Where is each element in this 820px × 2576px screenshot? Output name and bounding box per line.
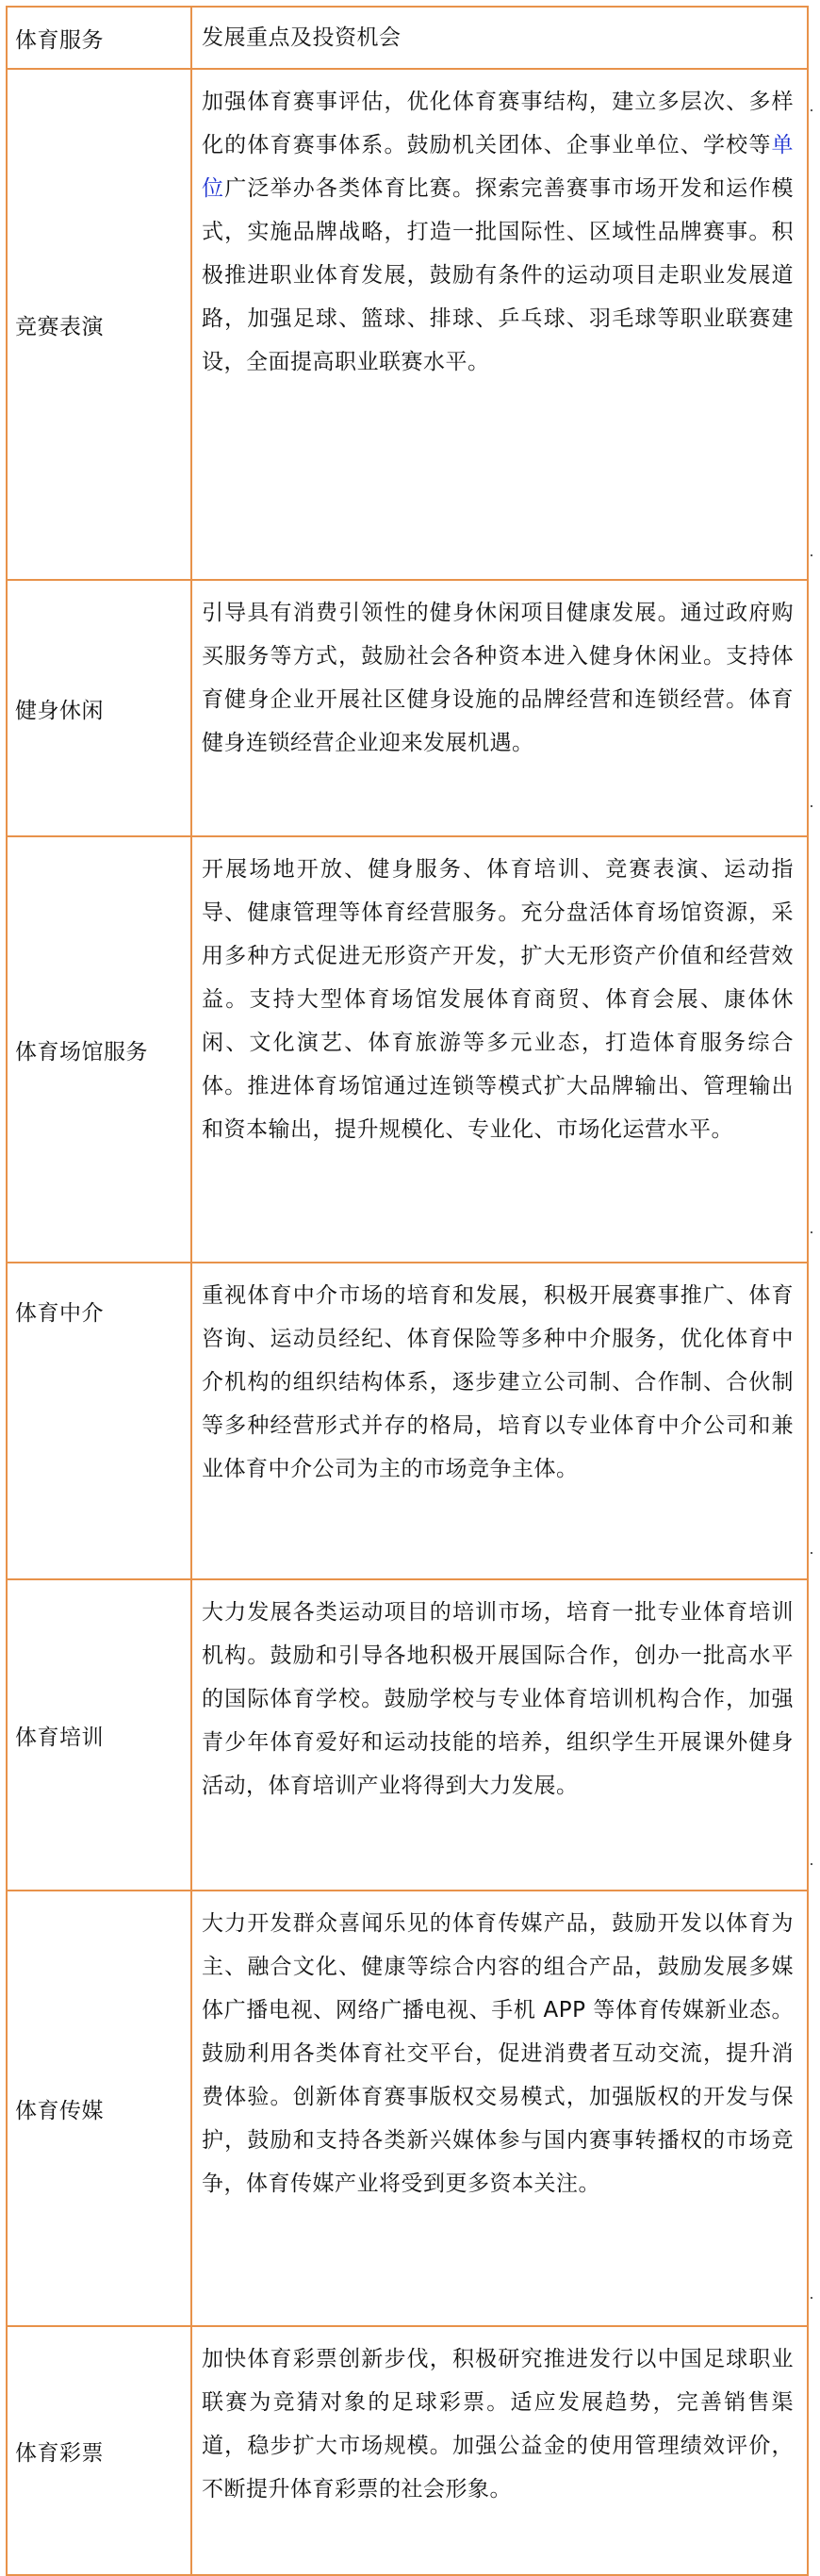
row-category: 体育培训 <box>7 1579 191 1891</box>
row-category: 体育中介 <box>7 1263 191 1579</box>
row-description <box>191 69 808 580</box>
row-description: 加快体育彩票创新步伐，积极研究推进发行以中国足球职业联赛为竞猜对象的足球彩票。适应发展趋势，完善销售渠道，稳步扩大市场规模。加强公益金的使用管理绩效评价，不断提升体育彩票的社会形象。 <box>191 2326 808 2575</box>
row-category: 竞赛表演 <box>7 69 191 580</box>
margin-marker <box>811 1863 812 1865</box>
row-description: 重视体育中介市场的培育和发展，积极开展赛事推广、体育咨询、运动员经纪、体育保险等多种中介服务，优化体育中介机构的组织结构体系，逐步建立公司制、合作制、合伙制等多种经营形式并存的格局，培育以专业体育中介公司和兼业体育中介公司为主的市场竞争主体。 <box>191 1263 808 1579</box>
table-header-row <box>7 7 808 69</box>
row-category: 体育场馆服务 <box>7 836 191 1263</box>
margin-marker <box>811 109 812 111</box>
table-row <box>7 1891 808 2326</box>
row-description: 大力发展各类运动项目的培训市场，培育一批专业体育培训机构。鼓励和引导各地积极开展国际合作，创办一批高水平的国际体育学校。鼓励学校与专业体育培训机构合作，加强青少年体育爱好和运动技能的培养，组织学生开展课外健身活动，体育培训产业将得到大力发展。 <box>191 1579 808 1891</box>
margin-marker <box>811 1552 812 1554</box>
table-row <box>7 580 808 836</box>
margin-marker <box>811 2297 812 2299</box>
header-focus-and-opportunities: 发展重点及投资机会 <box>191 7 808 69</box>
unit-link[interactable]: 单位 <box>202 133 794 201</box>
sports-services-table <box>6 6 809 2576</box>
row-text-part: 广泛举办各类体育比赛。探索完善赛事市场开发和运作模式，实施品牌战略，打造一批国际性、区域性品牌赛事。积极推进职业体育发展，鼓励有条件的运动项目走职业发展道路，加强足球、篮球、排球、乒乓球、羽毛球等职业联赛建设，全面提高职业联赛水平。 <box>202 176 795 374</box>
row-description: 大力开发群众喜闻乐见的体育传媒产品，鼓励开发以体育为主、融合文化、健康等综合内容的组合产品，鼓励发展多媒体广播电视、网络广播电视、手机 APP 等体育传媒新业态。鼓励利用各类体育社交平台，促进消费者互动交流，提升消费体验。创新体育赛事版权交易模式，加强版权的开发与保护，鼓励和支持各类新兴媒体参与国内赛事转播权的市场竞争，体育传媒产业将受到更多资本关注。 <box>191 1891 808 2326</box>
row-description: 引导具有消费引领性的健身休闲项目健康发展。通过政府购买服务等方式，鼓励社会各种资本进入健身休闲业。支持体育健身企业开展社区健身设施的品牌经营和连锁经营。体育健身连锁经营企业迎来发展机遇。 <box>191 580 808 836</box>
row-text-part: 加强体育赛事评估，优化体育赛事结构，建立多层次、多样化的体育赛事体系。鼓励机关团体、企事业单位、学校等 <box>202 90 794 157</box>
table-row <box>7 2326 808 2575</box>
row-category: 体育彩票 <box>7 2326 191 2575</box>
table-row <box>7 1263 808 1579</box>
table-row <box>7 69 808 580</box>
margin-marker <box>811 554 812 556</box>
row-description: 开展场地开放、健身服务、体育培训、竞赛表演、运动指导、健康管理等体育经营服务。充分盘活体育场馆资源，采用多种方式促进无形资产开发，扩大无形资产价值和经营效益。支持大型体育场馆发展体育商贸、体育会展、康体休闲、文化演艺、体育旅游等多元业态，打造体育服务综合体。推进体育场馆通过连锁等模式扩大品牌输出、管理输出和资本输出，提升规模化、专业化、市场化运营水平。 <box>191 836 808 1263</box>
margin-marker <box>811 805 812 807</box>
row-category: 体育传媒 <box>7 1891 191 2326</box>
table-row <box>7 836 808 1263</box>
row-category: 健身休闲 <box>7 580 191 836</box>
margin-marker <box>811 1231 812 1233</box>
table-row <box>7 1579 808 1891</box>
header-sports-services: 体育服务 <box>7 7 191 69</box>
